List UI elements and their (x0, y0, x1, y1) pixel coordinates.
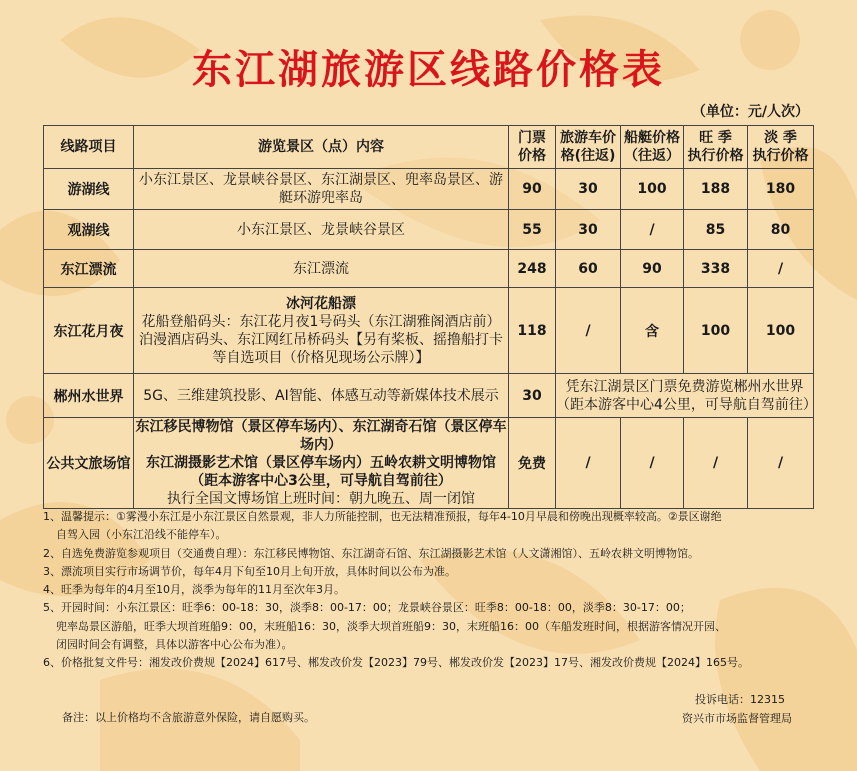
off-price: 180 (748, 169, 814, 210)
route-name: 观湖线 (44, 210, 134, 250)
route-content: 5G、三维建筑投影、AI智能、体感互动等新媒体技术展示 (134, 374, 509, 418)
bus-price: 30 (556, 169, 621, 210)
route-content (134, 288, 509, 374)
boat-price: / (621, 210, 684, 250)
peak-price: 85 (684, 210, 748, 250)
route-name: 公共文旅场馆 (44, 418, 134, 509)
note-line: 5、开园时间：小东江景区：旺季6：00-18：30，淡季8：00-17：00；龙景峡谷景区：旺季8：00-18：00，淡季8：30-17：00； (43, 601, 691, 615)
issuing-authority: 资兴市市场监督管理局 (682, 712, 792, 725)
ticket-price: 90 (509, 169, 556, 210)
ticket-price: 118 (509, 288, 556, 374)
merged-note (556, 374, 817, 418)
header-peak: 旺 季 执行价格 (684, 126, 748, 169)
off-price: 80 (748, 210, 814, 250)
content-line: （距本游客中心3公里，可导航自驾前往） (190, 473, 452, 489)
route-content: 小东江景区、龙景峡谷景区 (134, 210, 509, 250)
ticket-price: 免费 (509, 418, 556, 509)
header-boat: 船艇价格 （往返） (621, 126, 684, 169)
table-row (44, 169, 814, 210)
bus-price: / (556, 418, 621, 509)
table-header-row (44, 126, 814, 169)
unit-label: （单位：元/人次） (691, 104, 809, 120)
route-name: 东江花月夜 (44, 288, 134, 374)
merged-note-line: 凭东江湖景区门票免费游览郴州水世界 (565, 378, 804, 395)
note-line: 兜率岛景区游船，旺季大坝首班船9：00，末班船16：30，淡季大坝首班船9：30，末班船16：00（车船发班时间，根据游客情况开园、 (56, 619, 726, 633)
header-off: 淡 季 执行价格 (748, 126, 814, 169)
price-table (43, 125, 817, 509)
off-price: / (748, 250, 814, 288)
note-line: 3、漂流项目实行市场调节价，每年4月下旬至10月上旬开放，具体时间以公布为准。 (43, 564, 456, 578)
route-name: 游湖线 (44, 169, 134, 210)
header-content: 游览景区（点）内容 (134, 126, 509, 169)
table-row (44, 374, 814, 418)
table-row (44, 418, 814, 509)
complaint-phone: 投诉电话：12315 (695, 693, 785, 706)
content-line: 等自选项目（价格见现场公示牌）】 (212, 349, 430, 366)
route-content: 小东江景区、龙景峡谷景区、东江湖景区、兜率岛景区、游艇环游兜率岛 (134, 169, 509, 210)
route-content: 东江漂流 (134, 250, 509, 288)
header-ticket: 门票 价格 (509, 126, 556, 169)
content-line: 东江湖摄影艺术馆（景区停车场内）五岭农耕文明博物馆 (146, 455, 496, 471)
notes-section (43, 508, 823, 673)
table-row (44, 288, 814, 374)
header-bus: 旅游车价 格(往返) (556, 126, 621, 169)
content-title: 冰河花船漂 (286, 295, 356, 312)
table-row (44, 250, 814, 288)
header-route: 线路项目 (44, 126, 134, 169)
note-line: 自驾入园（小东江沿线不能停车）。 (56, 528, 227, 542)
boat-price: 90 (621, 250, 684, 288)
merged-note-line: （距本游客中心4公里，可导航自驾前往） (556, 396, 817, 413)
ticket-price: 55 (509, 210, 556, 250)
route-name: 东江漂流 (44, 250, 134, 288)
table-row (44, 210, 814, 250)
note-line: 4、旺季为每年的4月至10月，淡季为每年的11月至次年3月。 (43, 583, 345, 597)
note-line: 1、温馨提示：①雾漫小东江是小东江景区自然景观，非人力所能控制，也无法精准预报，每年4-10月早晨和傍晚出现概率较高。②景区谢绝 (43, 510, 722, 523)
peak-price: / (684, 418, 748, 509)
ticket-price: 248 (509, 250, 556, 288)
boat-price: 100 (621, 169, 684, 210)
bus-price: / (556, 288, 621, 374)
route-content (134, 418, 509, 509)
boat-price: 含 (621, 288, 684, 374)
peak-price: 100 (684, 288, 748, 374)
bus-price: 30 (556, 210, 621, 250)
content-line: 花船登船码头：东江花月夜1号码头（东江湖雅阁酒店前） (141, 313, 501, 330)
page-title: 东江湖旅游区线路价格表 (192, 47, 665, 93)
insurance-remark: 备注：以上价格均不含旅游意外保险，请自愿购买。 (62, 711, 315, 724)
bus-price: 60 (556, 250, 621, 288)
route-name: 郴州水世界 (44, 374, 134, 418)
peak-price: 188 (684, 169, 748, 210)
boat-price: / (621, 418, 684, 509)
peak-price: 338 (684, 250, 748, 288)
note-line: 闭园时间会有调整，具体以游客中心公布为准）。 (56, 638, 293, 652)
note-line: 6、价格批复文件号：湘发改价费规【2024】617号、郴发改价发【2023】79号、郴发改价发【2023】17号、湘发改价费规【2024】165号。 (43, 656, 749, 670)
content-line: 泊漫酒店码头、东江网红吊桥码头【另有桨板、摇撸船打卡 (139, 331, 503, 348)
ticket-price: 30 (509, 374, 556, 418)
content-line: 东江移民博物馆（景区停车场内）、东江湖奇石馆（景区停车场内） (135, 419, 507, 453)
content-line: 执行全国文博场馆上班时间：朝九晚五、周一闭馆 (167, 491, 475, 507)
off-price: / (748, 418, 814, 509)
off-price: 100 (748, 288, 814, 374)
note-line: 2、自选免费游览参观项目（交通费自理）：东江移民博物馆、东江湖奇石馆、东江湖摄影艺术馆（人文潇湘馆）、五岭农耕文明博物馆。 (43, 546, 699, 560)
